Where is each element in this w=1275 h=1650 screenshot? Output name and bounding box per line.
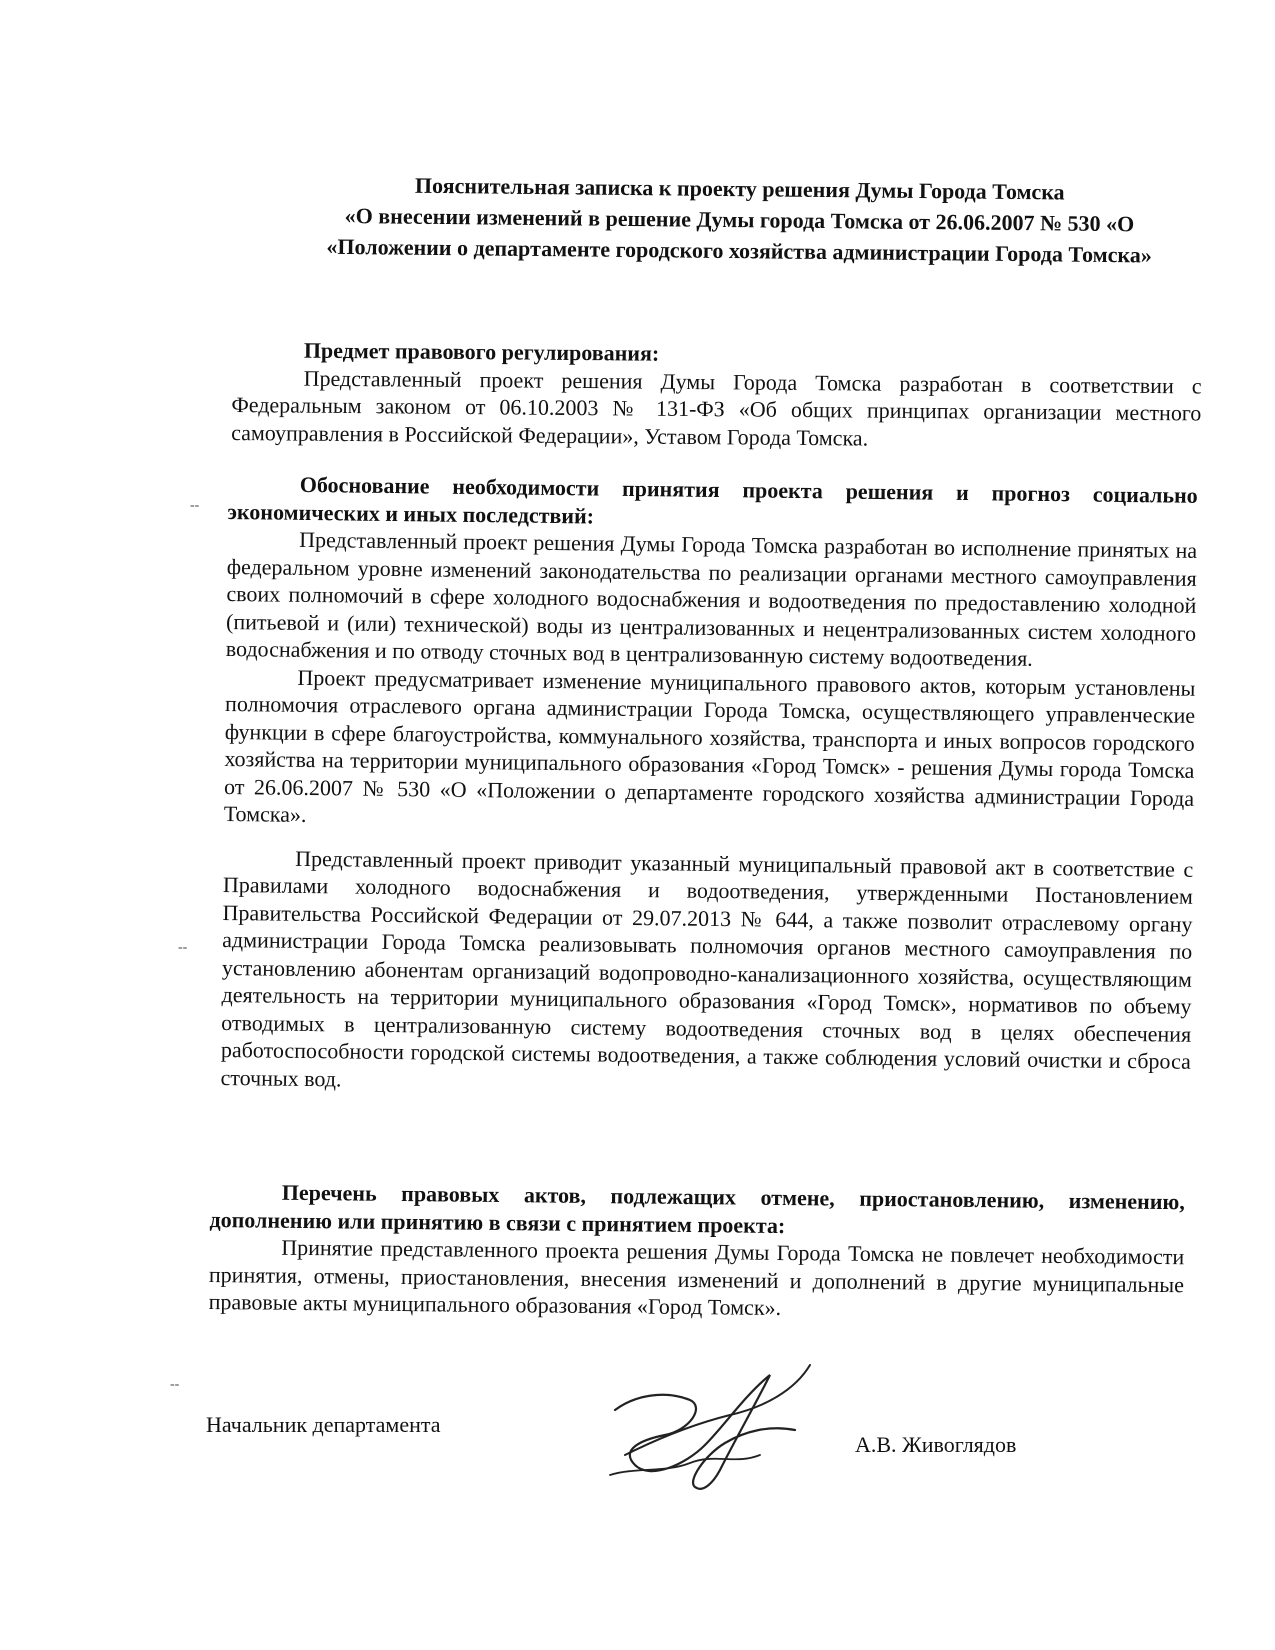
title-line-2: «О внесении изменений в решение Думы города Томска от 26.06.2007 № 530 «О: [344, 202, 1135, 237]
section-paragraph: Проект предусматривает изменение муниципального правового актов, которым установлены полномочия отраслевого органа администрации Города Томска, осуществляющего управленческие функции в сфере благоустройства, коммунального хозяйства, транспорта и иных вопросов городского хозяйства на территории муниципального образования «Город Томск» - решения Думы города Томска от 26.06.2007 № 530 «О «Положении о департаменте городского хозяйства администрации Города Томска».: [223, 664, 1196, 827]
title-line-1: Пояснительная записка к проекту решения Думы Города Томска: [414, 172, 1065, 205]
signature-image: [595, 1355, 825, 1500]
section-justification: [220, 470, 1198, 1103]
section-heading: Предмет правового регулирования:: [303, 337, 660, 366]
section-legal-acts-list: [209, 1178, 1185, 1326]
section-paragraph: Представленный проект решения Думы Города Томска разработан в соответствии с Федеральным законом от 06.10.2003 № 131-ФЗ «Об общих принципах организации местного самоуправления в Российской Федерации», Уставом Города Томска.: [231, 365, 1202, 451]
section-paragraph: Представленный проект приводит указанный муниципальный правовой акт в соответствие с Правилами холодного водоснабжения и водоотведения, утвержденными Постановлением Правительства Российской Федерации от 29.07.2013 № 644, а также позволит отраслевому органу администрации Города Томска реализовывать полномочия органов местного самоуправления по установлению абонентам организаций водопроводно-канализационного хозяйства, осуществляющим деятельность на территории муниципального образования «Город Томск», нормативов по объему отводимых в централизованную систему водоотведения сточных вод в целях обеспечения работоспособности городской системы водоотведения, а также соблюдения условий очистки и сброса сточных вод.: [220, 845, 1194, 1091]
section-heading: Обоснование необходимости принятия проекта решения и прогноз социально экономических и иных последствий:: [227, 471, 1198, 528]
document-title: [249, 168, 1230, 271]
signatory-name: А.В. Живоглядов: [855, 1432, 1017, 1457]
section-paragraph: Представленный проект решения Думы Города Томска разработан во исполнение принятых на федеральном уровне изменений законодательства по реализации органами местного самоуправления своих полномочий в сфере холодного водоснабжения и водоотведения по предоставлению холодной (питьевой и (или) технической) воды из централизованных и нецентрализованных систем холодного водоснабжения и по отводу сточных вод в централизованную систему водоотведения.: [225, 526, 1198, 671]
section-regulation-subject: [231, 336, 1202, 454]
section-heading: Перечень правовых актов, подлежащих отмене, приостановлению, изменению, дополнению или принятию в связи с принятием проекта:: [209, 1179, 1185, 1238]
section-paragraph: Принятие представленного проекта решения Думы Города Томска не повлечет необходимости принятия, отмены, приостановления, внесения изменений и дополнений в другие муниципальные правовые акты муниципального образования «Город Томск».: [208, 1234, 1185, 1320]
margin-mark: --: [178, 940, 188, 955]
margin-mark: --: [190, 498, 200, 513]
signatory-position: Начальник департамента: [206, 1412, 441, 1437]
title-line-3: «Положении о департаменте городского хозяйства администрации Города Томска»: [326, 233, 1152, 268]
margin-mark: --: [170, 1377, 180, 1392]
